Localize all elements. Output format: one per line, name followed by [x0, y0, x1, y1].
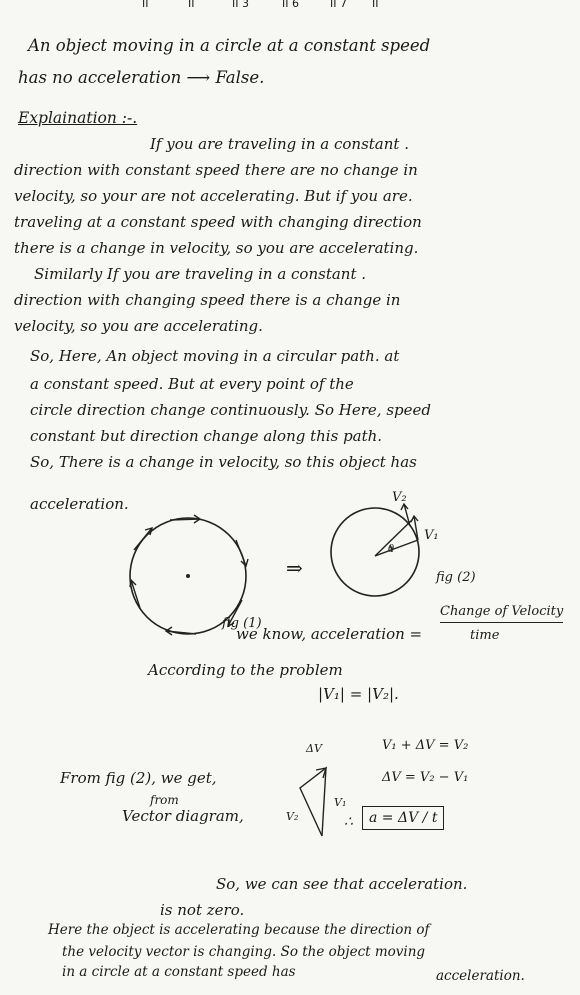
vector-equation-1: V₁ + ΔV = V₂ [382, 738, 469, 753]
conclusion-line: in a circle at a constant speed has [62, 964, 296, 980]
from-fig-text: From fig (2), we get, [60, 769, 217, 787]
header-mark: II [188, 0, 195, 10]
fig2-v1-label: V₁ [424, 528, 439, 543]
formula-numerator: Change of Velocity [440, 602, 563, 623]
explanation-line: a constant speed. But at every point of the [30, 375, 354, 393]
statement-line-2: has no acceleration ⟶ False. [18, 68, 265, 87]
explanation-line: velocity, so your are not accelerating. But if you are. [14, 187, 413, 205]
fig2-theta: θ [388, 544, 395, 555]
triangle-v1-label: V₁ [334, 796, 347, 809]
fig2-label: fig (2) [436, 570, 476, 585]
conclusion-line: is not zero. [160, 901, 245, 919]
boxed-acceleration-formula: a = ΔV / t [362, 806, 444, 830]
conclusion-line: Here the object is accelerating because the direction of [48, 922, 430, 938]
explanation-line: direction with constant speed there are no change in [14, 161, 418, 179]
explanation-heading: Explaination :-. [18, 109, 138, 127]
vector-equation-2: ΔV = V₂ − V₁ [382, 770, 469, 785]
header-mark: II 6 [282, 0, 299, 10]
from-word: from [150, 793, 179, 807]
explanation-line: there is a change in velocity, so you are accelerating. [14, 239, 419, 257]
conclusion-line: the velocity vector is changing. So the object moving [62, 944, 426, 960]
fig2-v2-label: V₂ [392, 490, 407, 505]
implies-arrow: ⇒ [286, 556, 303, 580]
explanation-line: Similarly If you are traveling in a constant . [34, 265, 367, 283]
problem-equality: |V₁| = |V₂|. [318, 685, 399, 703]
explanation-line: velocity, so you are accelerating. [14, 317, 263, 335]
triangle-dv-label: ΔV [306, 742, 322, 755]
explanation-line: circle direction change continuously. So Here, speed [30, 401, 431, 419]
conclusion-line: acceleration. [436, 968, 525, 984]
explanation-line: So, Here, An object moving in a circular path. at [30, 347, 400, 365]
header-mark: II 7 [330, 0, 347, 10]
therefore-symbol: ∴ [344, 814, 353, 830]
explanation-line: If you are traveling in a constant . [150, 135, 409, 153]
fig2-vectors [375, 504, 418, 556]
header-mark: II 3 [232, 0, 249, 10]
formula-denominator: time [470, 628, 500, 643]
header-mark: II [142, 0, 149, 10]
conclusion-line: So, we can see that acceleration. [216, 875, 468, 893]
header-mark: II [372, 0, 379, 10]
explanation-line: constant but direction change along this path. [30, 427, 383, 445]
explanation-line: direction with changing speed there is a change in [14, 291, 401, 309]
explanation-line: traveling at a constant speed with changing direction [14, 213, 422, 231]
formula-prefix: we know, acceleration = [236, 625, 423, 643]
vector-diagram-text: Vector diagram, [122, 807, 244, 825]
explanation-line: acceleration. [30, 495, 129, 513]
triangle-v2-label: V₂ [286, 810, 299, 823]
fig2-circle [331, 508, 419, 596]
statement-line-1: An object moving in a circle at a constant speed [28, 36, 431, 55]
fig1-center [186, 574, 190, 578]
vector-triangle [300, 768, 326, 836]
problem-line: According to the problem [148, 661, 343, 679]
fig1-label: fig (1) [222, 616, 262, 631]
explanation-line: So, There is a change in velocity, so this object has [30, 453, 417, 471]
